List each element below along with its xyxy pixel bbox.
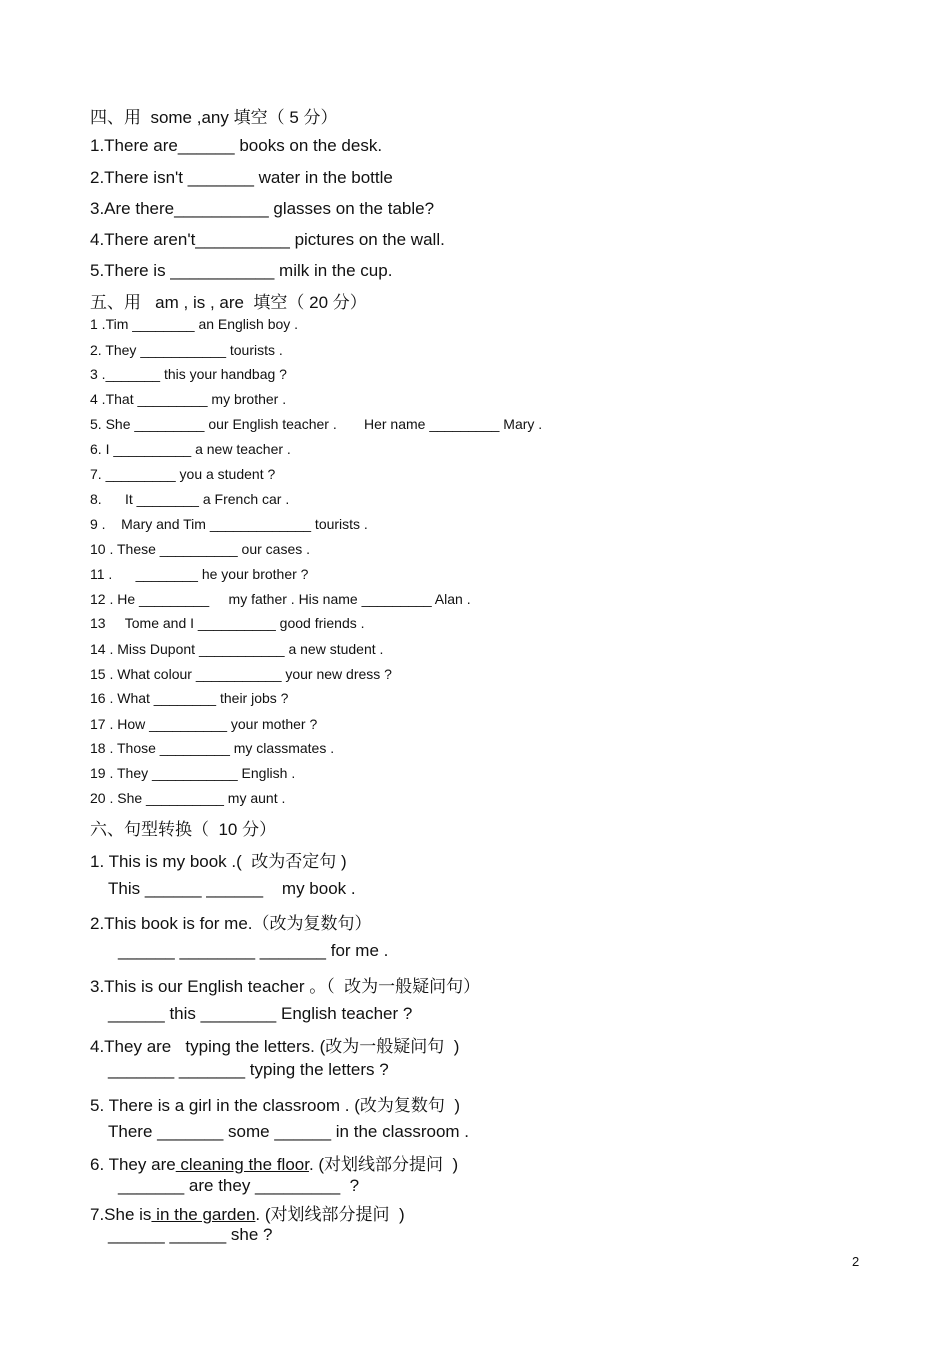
section6-question-3: 3.This is our English teacher 。（ 改为一般疑问句）: [90, 977, 481, 996]
question-7-suffix: . (对划线部分提问 ): [255, 1205, 405, 1224]
section5-item-4: 4 .That _________ my brother .: [90, 391, 287, 407]
section5-item-9: 9 . Mary and Tim _____________ tourists .: [90, 516, 368, 532]
section5-item-19: 19 . They ___________ English .: [90, 765, 296, 781]
section5-item-20: 20 . She __________ my aunt .: [90, 790, 286, 806]
section6-question-2: 2.This book is for me.（改为复数句）: [90, 914, 372, 933]
section5-title: 五、用 am , is , are 填空（ 20 分）: [90, 293, 367, 312]
section5-item-6: 6. I __________ a new teacher .: [90, 441, 291, 457]
question-7-prefix: 7.She is: [90, 1205, 152, 1224]
section5-item-2: 2. They ___________ tourists .: [90, 342, 283, 358]
section5-item-16: 16 . What ________ their jobs ?: [90, 690, 289, 706]
question-6-underlined: cleaning the floor: [175, 1155, 309, 1174]
section6-answer-4: _______ _______ typing the letters ?: [108, 1060, 389, 1079]
question-6-suffix: . (对划线部分提问 ): [308, 1155, 459, 1174]
section4-item-2: 2.There isn't _______ water in the bottle: [90, 168, 393, 187]
section5-item-5: 5. She _________ our English teacher . Her name _________ Mary .: [90, 416, 543, 432]
section4-item-3: 3.Are there__________ glasses on the table?: [90, 199, 435, 218]
section5-item-18: 18 . Those _________ my classmates .: [90, 740, 335, 756]
section6-title: 六、句型转换（ 10 分）: [90, 820, 277, 839]
section5-item-12: 12 . He _________ my father . His name _________ Alan .: [90, 591, 471, 607]
section4-title: 四、用 some ,any 填空（ 5 分）: [90, 108, 338, 127]
section5-item-10: 10 . These __________ our cases .: [90, 541, 311, 557]
section4-item-1: 1.There are______ books on the desk.: [90, 136, 383, 155]
section5-item-15: 15 . What colour ___________ your new dress ?: [90, 666, 392, 682]
section5-item-3: 3 ._______ this your handbag ?: [90, 366, 287, 382]
section5-item-1: 1 .Tim ________ an English boy .: [90, 316, 299, 332]
section5-item-8: 8. It ________ a French car .: [90, 491, 290, 507]
section6-answer-7: ______ ______ she ?: [108, 1225, 273, 1244]
section4-item-4: 4.There aren't__________ pictures on the wall.: [90, 230, 445, 249]
page-number: 2: [852, 1254, 860, 1269]
section5-item-11: 11 . ________ he your brother ?: [90, 566, 309, 582]
section6-question-5: 5. There is a girl in the classroom . (改为复数句 ): [90, 1096, 461, 1115]
section6-question-7: [90, 1200, 405, 1225]
section5-item-14: 14 . Miss Dupont ___________ a new student .: [90, 641, 384, 657]
section6-answer-5: There _______ some ______ in the classroom .: [108, 1122, 470, 1141]
section5-item-13: 13 Tome and I __________ good friends .: [90, 615, 365, 631]
section6-question-4: 4.They are typing the letters. (改为一般疑问句 ): [90, 1037, 460, 1056]
section6-answer-1: This ______ ______ my book .: [108, 879, 356, 898]
section6-answer-6: _______ are they _________ ?: [118, 1176, 360, 1195]
question-7-underlined: in the garden: [151, 1205, 256, 1224]
question-6-prefix: 6. They are: [90, 1155, 176, 1174]
section6-question-6: [90, 1150, 458, 1175]
section4-item-5: 5.There is ___________ milk in the cup.: [90, 261, 393, 280]
section6-answer-2: ______ ________ _______ for me .: [118, 941, 389, 960]
section6-answer-3: ______ this ________ English teacher ?: [108, 1004, 413, 1023]
section6-question-1: 1. This is my book .( 改为否定句 ): [90, 852, 347, 871]
section5-item-17: 17 . How __________ your mother ?: [90, 716, 318, 732]
section5-item-7: 7. _________ you a student ?: [90, 466, 276, 482]
